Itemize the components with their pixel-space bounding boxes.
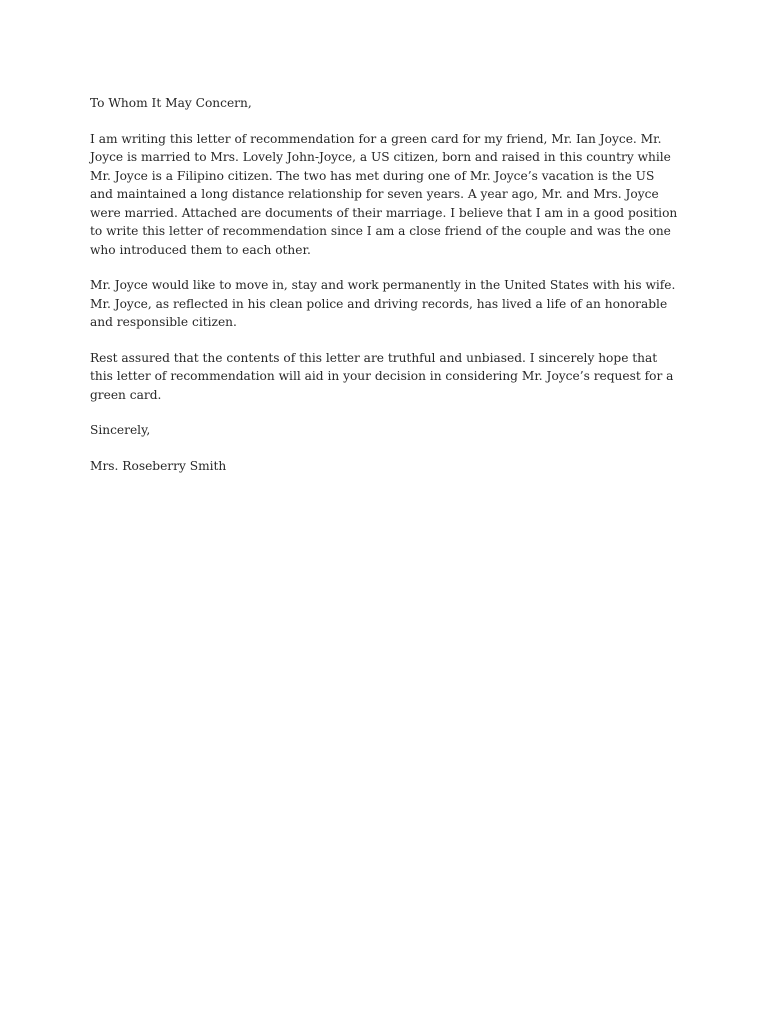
paragraph-introduction: I am writing this letter of recommendation for a green card for my friend, Mr. Ian Joyce. Mr. Joyce is married to Mrs. Lovely John-Joyce, a US citizen, born and raised in this country while Mr. Joyce is a Filipino citizen. The two has met during one of Mr. Joyce’s vacation is the US and maintained a long distance relationship for seven years. A year ago, Mr. and Mrs. Joyce were married. Attached are documents of their marriage. I believe that I am in a good position to write this letter of recommendation since I am a close friend of the couple and was the one who introduced them to each other. (90, 131, 678, 257)
closing: Sincerely, (90, 423, 151, 437)
salutation: To Whom It May Concern, (90, 96, 252, 110)
signature-name: Mrs. Roseberry Smith (90, 458, 227, 473)
letter-body (90, 94, 678, 475)
paragraph-assurance: Rest assured that the contents of this letter are truthful and unbiased. I sincerely hope that this letter of recommendation will aid in your decision in considering Mr. Joyce’s request for a green card. (90, 350, 674, 402)
paragraph-intent: Mr. Joyce would like to move in, stay and work permanently in the United States with his wife. Mr. Joyce, as reflected in his clean police and driving records, has lived a life of an honorable and responsible citizen. (90, 278, 676, 329)
